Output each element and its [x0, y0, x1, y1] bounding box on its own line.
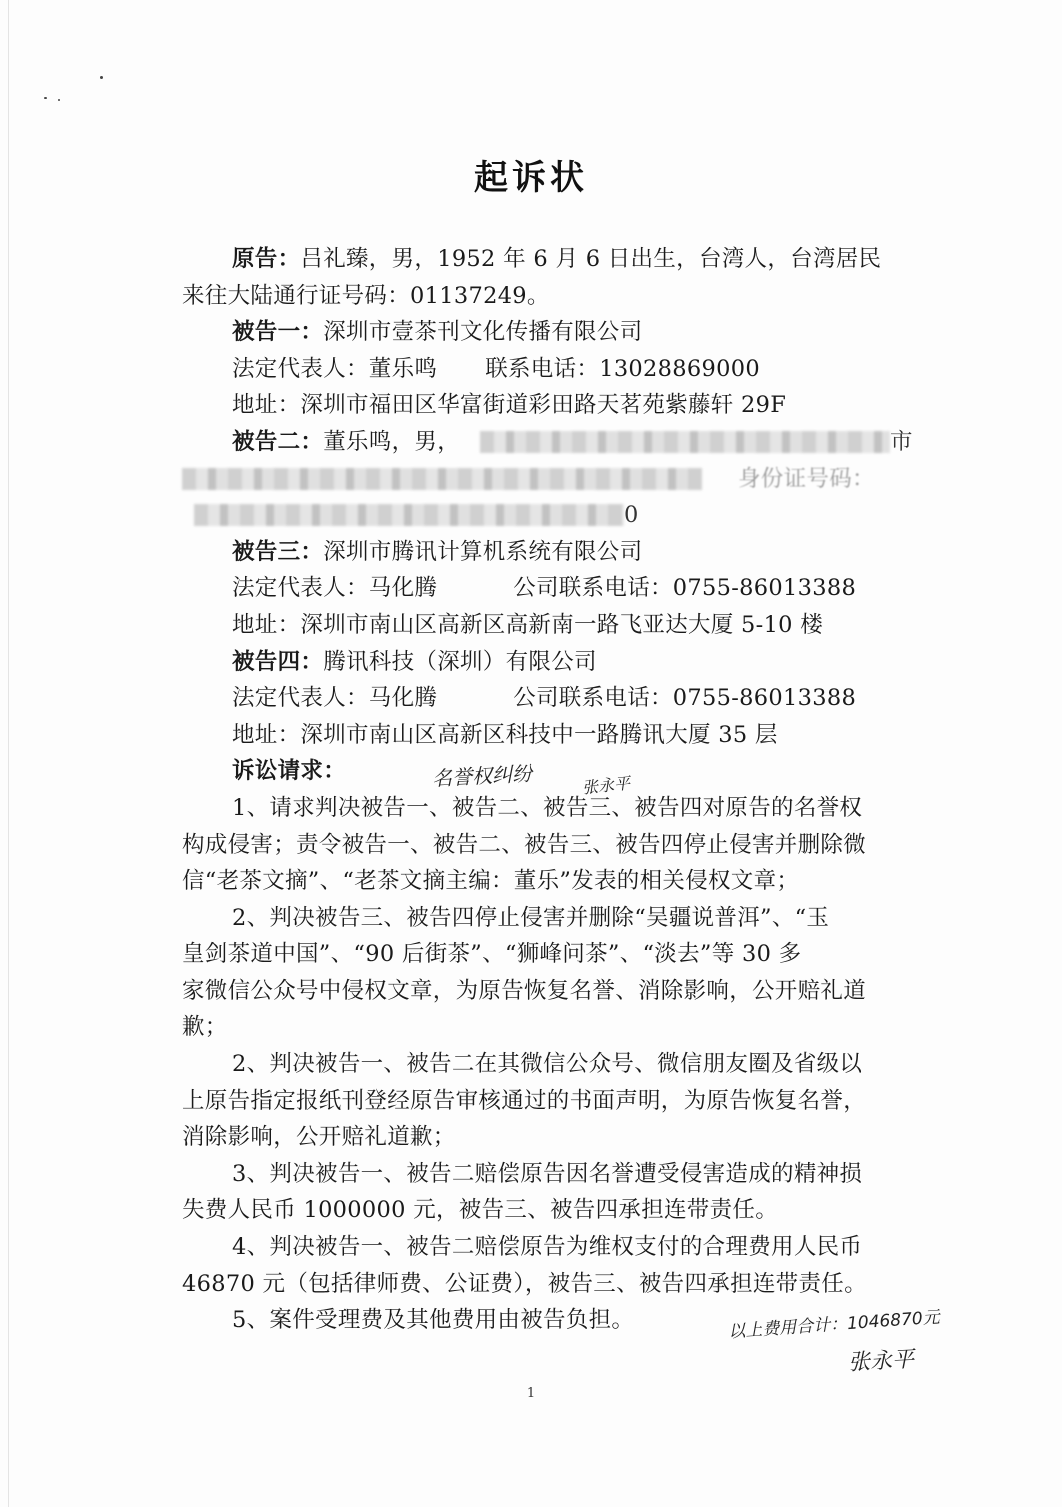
claim-line: 失费人民币 1000000 元，被告三、被告四承担连带责任。: [182, 1197, 779, 1224]
defendant2-label: 被告二：: [232, 428, 324, 455]
handwritten-signature: 张永平: [581, 773, 631, 798]
plaintiff-line-cont: 来往大陆通行证号码：01137249。: [182, 282, 550, 309]
defendant2-line-3: [182, 497, 912, 534]
claim-line: 构成侵害；责令被告一、被告二、被告三、被告四停止侵害并删除微: [182, 831, 867, 858]
defendant3-address: 地址：深圳市南山区高新区高新南一路飞亚达大厦 5-10 楼: [232, 611, 824, 638]
defendant1-name: 深圳市壹茶刊文化传播有限公司: [323, 319, 643, 346]
handwritten-total: 以上费用合计：1046870元: [727, 1307, 941, 1343]
defendant2-line: [182, 424, 912, 461]
defendant3-line: [182, 534, 912, 571]
claims-heading-line: [182, 753, 912, 790]
defendant2-line-2: [182, 461, 912, 498]
plaintiff-label: 原告：: [232, 246, 301, 272]
defendant4-rep: 法定代表人：马化腾: [232, 685, 438, 712]
document-body: [182, 241, 912, 1339]
claim-line: 歉；: [182, 1014, 228, 1041]
defendant4-phone: 公司联系电话：0755-86013388: [513, 685, 857, 712]
scan-speck: [100, 76, 103, 79]
defendant1-phone: 联系电话：13028869000: [485, 355, 760, 382]
defendant3-rep-line: [182, 570, 912, 607]
claim-line: 皇剑茶道中国”、“90 后街茶”、“狮峰问茶”、“淡去”等 30 多: [182, 941, 802, 968]
defendant1-address: 地址：深圳市福田区华富街道彩田路天茗苑紫藤轩 29F: [232, 392, 787, 419]
defendant1-label: 被告一：: [232, 319, 324, 346]
handwritten-note: 名誉权纠纷: [431, 761, 533, 791]
defendant1-rep: 法定代表人：董乐鸣: [232, 355, 438, 382]
defendant4-label: 被告四：: [232, 648, 324, 675]
claim-line: 信“老茶文摘”、“老茶文摘主编：董乐”发表的相关侵权文章；: [182, 868, 800, 895]
redaction-blur: [182, 468, 702, 490]
claim-line: 1、请求判决被告一、被告二、被告三、被告四对原告的名誉权: [232, 794, 863, 821]
defendant4-line: [182, 644, 912, 681]
scan-speck: [58, 99, 60, 101]
defendant3-label: 被告三：: [232, 538, 324, 565]
defendant3-name: 深圳市腾讯计算机系统有限公司: [323, 538, 643, 565]
redaction-blur: [480, 431, 890, 453]
claim-line: 消除影响，公开赔礼道歉；: [182, 1124, 456, 1151]
claim-line: 上原告指定报纸刊登经原告审核通过的书面声明，为原告恢复名誉，: [182, 1087, 867, 1114]
defendant2-fragment: 市: [890, 428, 913, 455]
defendant2-fragment: 身份证号码：: [738, 465, 875, 492]
handwritten-signature: 张永平: [847, 1347, 915, 1376]
claim-line: 2、判决被告三、被告四停止侵害并删除“吴疆说普洱”、“玉: [232, 904, 830, 931]
plaintiff-text: 吕礼臻，男，1952 年 6 月 6 日出生，台湾人，台湾居民: [300, 246, 882, 272]
claim-line: 5、案件受理费及其他费用由被告负担。: [232, 1307, 635, 1334]
claim-line: 2、判决被告一、被告二在其微信公众号、微信朋友圈及省级以: [232, 1051, 863, 1078]
claim-line: 46870 元（包括律师费、公证费），被告三、被告四承担连带责任。: [182, 1270, 867, 1297]
defendant2-visible: 董乐鸣，男，: [323, 428, 461, 455]
page-number: 1: [526, 1386, 536, 1401]
claims-list: [182, 790, 912, 1339]
claims-label: 诉讼请求：: [232, 758, 347, 785]
claim-line: 3、判决被告一、被告二赔偿原告因名誉遭受侵害造成的精神损: [232, 1160, 863, 1187]
defendant4-address: 地址：深圳市南山区高新区科技中一路腾讯大厦 35 层: [232, 721, 778, 748]
claim-line: 家微信公众号中侵权文章，为原告恢复名誉、消除影响，公开赔礼道: [182, 977, 867, 1004]
defendant2-fragment: 0: [624, 502, 639, 529]
claim-line: 4、判决被告一、被告二赔偿原告为维权支付的合理费用人民币: [232, 1234, 863, 1261]
defendant4-rep-line: [182, 680, 912, 717]
page-edge: [8, 0, 9, 1507]
defendant3-phone: 公司联系电话：0755-86013388: [513, 575, 857, 602]
defendant1-line: [182, 314, 912, 351]
defendant4-name: 腾讯科技（深圳）有限公司: [323, 648, 597, 675]
defendant3-rep: 法定代表人：马化腾: [232, 575, 438, 602]
scan-speck: [44, 97, 47, 99]
redaction-blur: [194, 504, 624, 526]
document-title: 起诉状: [474, 158, 588, 198]
plaintiff-line: [182, 241, 912, 278]
defendant1-rep-line: [182, 351, 912, 388]
